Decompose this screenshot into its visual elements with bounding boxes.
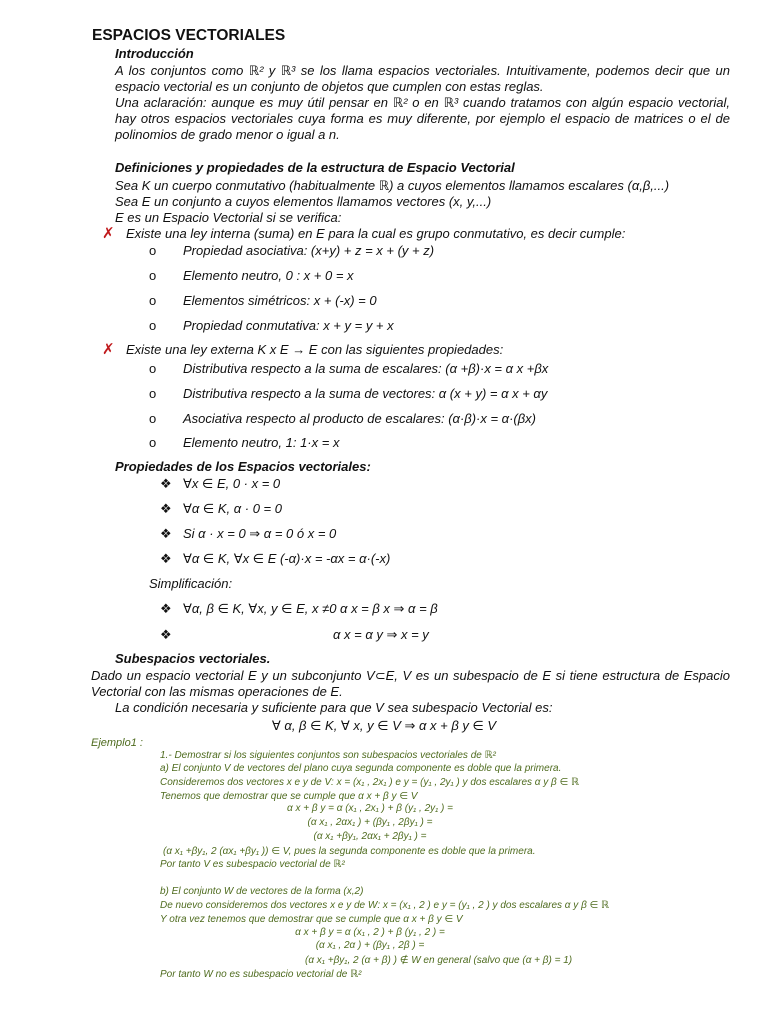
internal-prop-4: Propiedad conmutativa: x + y = y + x (183, 318, 394, 333)
definitions-line-3: E es un Espacio Vectorial si se verifica: (115, 210, 342, 225)
example-b-5: (α x₁ , 2α ) + (βy₁ , 2β ) = (315, 940, 425, 951)
intro-paragraph-2: Una aclaración: aunque es muy útil pensar en ℝ² o en ℝ³ cuando tratamos con algún espacio vectorial, hay otros espacios vectoriales cuya forma es muy diferente, por ejemplo el espacio de matrices o el de polinomios de grado menor o igual a n. (115, 95, 730, 142)
circle-bullet-icon: o (149, 435, 157, 450)
diamond-bullet-icon: ❖ (160, 627, 172, 642)
example-a-1: a) El conjunto V de vectores del plano cuya segunda componente es doble que la primera. (160, 763, 562, 774)
example-a-2: Consideremos dos vectores x e y de V: x = (x₁ , 2x₁ ) e y = (y₁ , 2y₁ ) y dos escalares α y β ∈ ℝ (160, 777, 579, 788)
circle-bullet-icon: o (149, 243, 157, 258)
circle-bullet-icon: o (149, 318, 157, 333)
circle-bullet-icon: o (149, 268, 157, 283)
example-a-7: (α x₁ +βy₁, 2 (αx₁ +βy₁ )) ∈ V, pues la segunda componente es doble que la primera. (163, 846, 536, 857)
example-a-4: α x + β y = α (x₁ , 2x₁ ) + β (y₁ , 2y₁ ) = (286, 803, 454, 814)
example-b-4: α x + β y = α (x₁ , 2 ) + β (y₁ , 2 ) = (295, 927, 445, 938)
definitions-heading: Definiciones y propiedades de la estructura de Espacio Vectorial (115, 160, 515, 175)
example-b-3: Y otra vez tenemos que demostrar que se cumple que α x + β y ∈ V (160, 914, 463, 925)
internal-prop-3: Elementos simétricos: x + (-x) = 0 (183, 293, 377, 308)
vs-property-3: Si α · x = 0 ⇒ α = 0 ó x = 0 (183, 526, 337, 541)
vs-property-2: ∀α ∈ K, α · 0 = 0 (183, 501, 282, 516)
simplification-2: α x = α y ⇒ x = y (333, 627, 429, 642)
definitions-line-1: Sea K un cuerpo conmutativo (habitualmente ℝ) a cuyos elementos llamamos escalares (α,β,...) (115, 178, 670, 193)
example-a-5: (α x₁ , 2αx₁ ) + (βy₁ , 2βy₁ ) = (307, 817, 433, 828)
circle-bullet-icon: o (149, 293, 157, 308)
example-b-2: De nuevo consideremos dos vectores x e y de W: x = (x₁ , 2 ) e y = (y₁ , 2 ) y dos escalares α y β ∈ ℝ (160, 900, 609, 911)
internal-prop-1: Propiedad asociativa: (x+y) + z = x + (y + z) (183, 243, 435, 258)
circle-bullet-icon: o (149, 386, 157, 401)
intro-heading: Introducción (115, 46, 194, 61)
example-a-8: Por tanto V es subespacio vectorial de ℝ² (160, 859, 345, 870)
x-mark-icon: ✗ (102, 341, 115, 358)
x-mark-icon: ✗ (102, 225, 115, 242)
example-b-7: Por tanto W no es subespacio vectorial de ℝ² (160, 969, 362, 980)
vs-property-4: ∀α ∈ K, ∀x ∈ E (-α)·x = -αx = α·(-x) (183, 551, 391, 566)
external-prop-1: Distributiva respecto a la suma de escalares: (α +β)·x = α x +βx (183, 361, 549, 376)
properties-heading: Propiedades de los Espacios vectoriales: (115, 459, 371, 474)
external-prop-2: Distributiva respecto a la suma de vectores: α (x + y) = α x + αy (183, 386, 548, 401)
subspaces-paragraph-2: La condición necesaria y suficiente para que V sea subespacio Vectorial es: (115, 700, 553, 715)
internal-prop-2: Elemento neutro, 0 : x + 0 = x (183, 268, 354, 283)
definitions-line-2: Sea E un conjunto a cuyos elementos llamamos vectores (x, y,...) (115, 194, 492, 209)
simplification-label: Simplificación: (149, 576, 233, 591)
subspaces-heading: Subespacios vectoriales. (115, 651, 271, 666)
diamond-bullet-icon: ❖ (160, 551, 172, 566)
simplification-1: ∀α, β ∈ K, ∀x, y ∈ E, x ≠0 α x = β x ⇒ α = β (183, 601, 438, 616)
vs-property-1: ∀x ∈ E, 0 · x = 0 (183, 476, 281, 491)
subspace-condition: ∀ α, β ∈ K, ∀ x, y ∈ V ⇒ α x + β y ∈ V (271, 718, 497, 733)
subspaces-paragraph-1: Dado un espacio vectorial E y un subconjunto V⊂E, V es un subespacio de E si tiene estructura de Espacio Vectorial con las mismas operaciones de E. (91, 668, 730, 699)
diamond-bullet-icon: ❖ (160, 526, 172, 541)
example-label: Ejemplo1 : (91, 737, 143, 749)
diamond-bullet-icon: ❖ (160, 501, 172, 516)
page-title: ESPACIOS VECTORIALES (92, 27, 286, 44)
diamond-bullet-icon: ❖ (160, 601, 172, 616)
example-b-6: (α x₁ +βy₁, 2 (α + β) ) ∉ W en general (salvo que (α + β) = 1) (305, 955, 573, 966)
circle-bullet-icon: o (149, 361, 157, 376)
external-prop-4: Elemento neutro, 1: 1·x = x (183, 435, 340, 450)
intro-paragraph-1: A los conjuntos como ℝ² y ℝ³ se los llama espacios vectoriales. Intuitivamente, podemos decir que un espacio vectorial es un conjunto de objetos que cumplen con estas reglas. (115, 63, 730, 94)
circle-bullet-icon: o (149, 411, 157, 426)
diamond-bullet-icon: ❖ (160, 476, 172, 491)
external-law: Existe una ley externa K x E → E con las siguientes propiedades: (126, 342, 504, 357)
external-prop-3: Asociativa respecto al producto de escalares: (α·β)·x = α·(βx) (183, 411, 536, 426)
example-a-6: (α x₁ +βy₁, 2αx₁ + 2βy₁ ) = (313, 831, 427, 842)
internal-law: Existe una ley interna (suma) en E para la cual es grupo conmutativo, es decir cumple: (126, 226, 626, 241)
example-a-3: Tenemos que demostrar que se cumple que α x + β y ∈ V (160, 791, 418, 802)
example-b-1: b) El conjunto W de vectores de la forma (x,2) (160, 886, 364, 897)
example-line-1: 1.- Demostrar si los siguientes conjuntos son subespacios vectoriales de ℝ² (160, 750, 496, 761)
